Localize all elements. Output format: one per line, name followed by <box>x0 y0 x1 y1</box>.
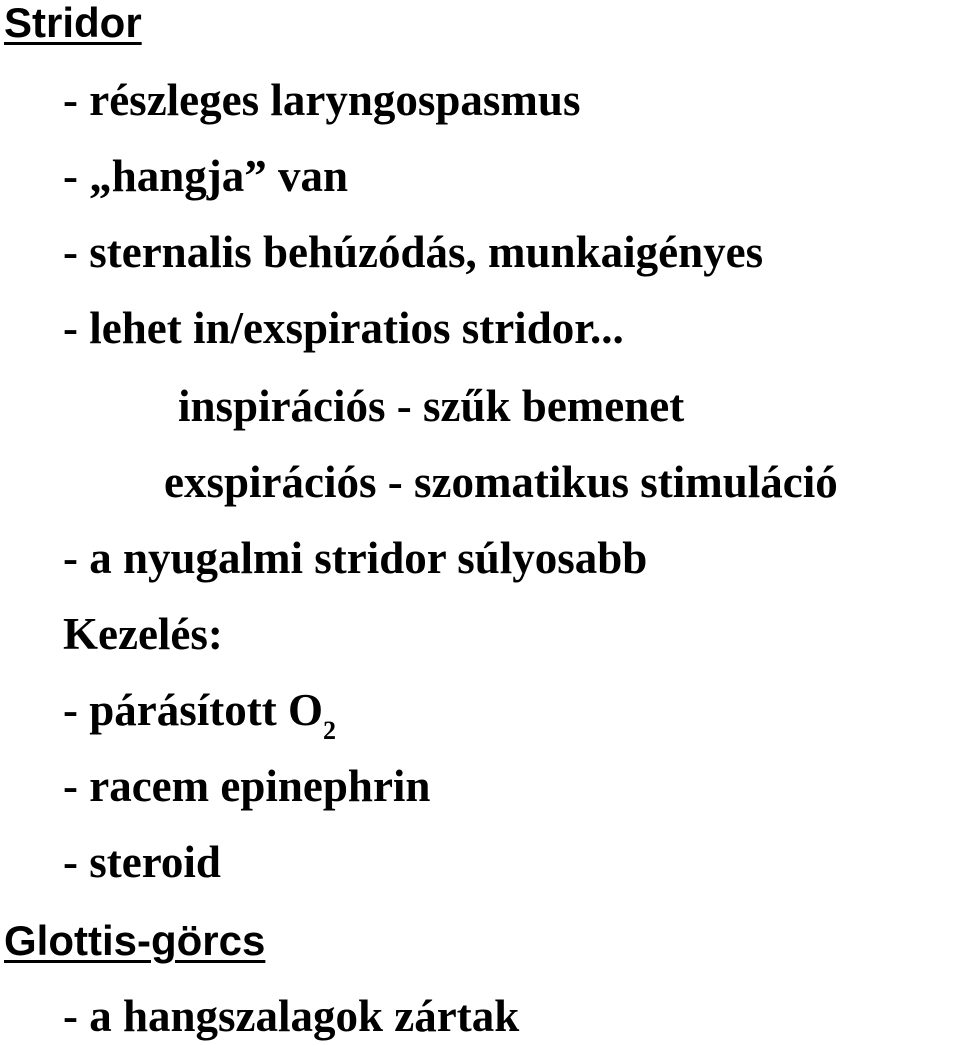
treatment-item-humidified-oxygen <box>63 685 336 745</box>
glottis-item-vocal-cords-closed: - a hangszalagok zártak <box>63 991 520 1041</box>
stridor-item-has-sound: - „hangja” van <box>63 151 349 201</box>
stridor-item-in-exspiratory: - lehet in/exspiratios stridor... <box>63 303 624 353</box>
stridor-item-resting-more-severe: - a nyugalmi stridor súlyosabb <box>63 533 648 583</box>
stridor-item-partial-laryngospasm: - részleges laryngospasmus <box>63 75 581 125</box>
stridor-subitem-exspiratory: exspirációs - szomatikus stimuláció <box>164 457 838 507</box>
stridor-item-sternal-retraction: - sternalis behúzódás, munkaigényes <box>63 227 764 277</box>
treatment-label: Kezelés: <box>63 609 223 659</box>
stridor-subitem-inspiratory: inspirációs - szűk bemenet <box>178 381 685 431</box>
oxygen-text: - párásított O <box>63 685 323 735</box>
section-heading-glottis-spasm: Glottis-görcs <box>4 917 266 964</box>
oxygen-subscript: 2 <box>322 716 336 745</box>
section-heading-stridor: Stridor <box>4 0 142 46</box>
treatment-item-racemic-epinephrine: - racem epinephrin <box>63 761 431 811</box>
treatment-item-steroid: - steroid <box>63 837 221 887</box>
